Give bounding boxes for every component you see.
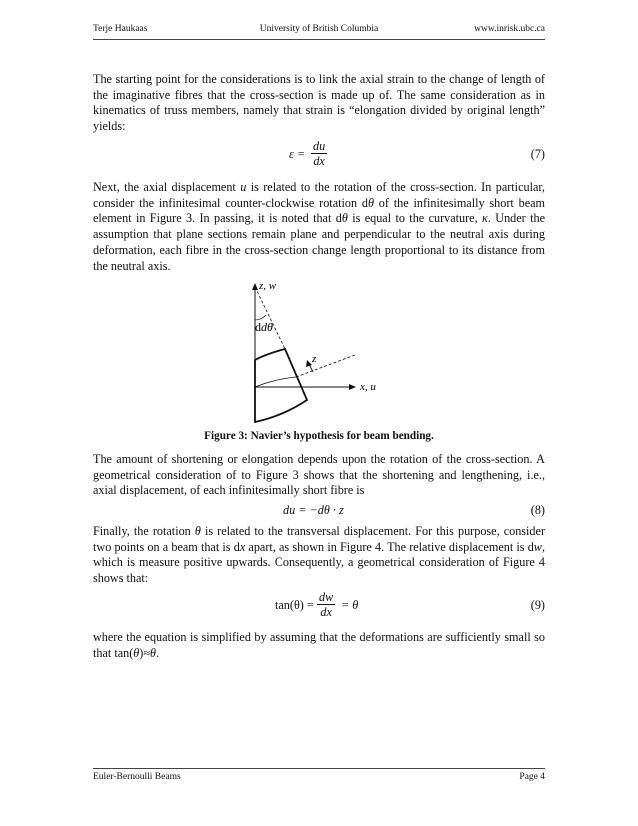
eq9-fraction [317, 590, 335, 619]
label-x-u: x, u [360, 381, 376, 393]
rotated-axis-dashed [255, 287, 285, 349]
label-dtheta: ddθ [255, 320, 273, 334]
equation-9 [93, 589, 545, 625]
header-rule [93, 39, 545, 40]
p4-symbol-x: x [239, 539, 246, 554]
p5-symbol-theta-2: θ [150, 645, 157, 660]
p4-text-b: is related to the transversal displacement. For this purpose, consider two points on a beam that is d [93, 524, 545, 554]
eq7-lhs: ε = [289, 147, 306, 161]
p2-text-c: of the infinitesimally short beam element in Figure 3. In passing, it is noted that d [93, 195, 545, 226]
p5-text-c: . [156, 645, 160, 660]
paragraph-shortening: The amount of shortening or elongation depends upon the rotation of the cross-section. A geometrical consideration of to Figure 3 shows that the shortening and lengthening, i.e., axial displacement, of each infinitesimally short fibre is [93, 452, 545, 498]
eq8-number: (8) [530, 503, 545, 517]
equation-8 [93, 501, 545, 519]
paragraph-small-deformations [93, 630, 545, 661]
beam-element-deformed [255, 349, 307, 422]
p4-text-d: , which is measure positive upwards. Consequently, a geometrical consideration of Figure 4 shows that: [93, 539, 545, 586]
p5-text-b: )≈ [139, 645, 151, 660]
figure-caption: Figure 3: Navier’s hypothesis for beam bending. [204, 430, 434, 442]
p4-text-c: apart, as shown in Figure 4. The relative displacement is d [245, 539, 534, 554]
p5-text-a: where the equation is simplified by assuming that the deformations are sufficiently small so that tan( [93, 630, 545, 660]
x-u-axis-arrowhead [349, 384, 356, 390]
neutral-axis-curve [255, 377, 296, 387]
eq7-denominator: dx [311, 153, 327, 168]
p5-symbol-theta: θ [133, 645, 140, 660]
p2-symbol-kappa: κ [482, 211, 488, 226]
eq7-numerator: du [313, 139, 326, 153]
eq9-numerator: dw [319, 590, 334, 604]
label-local-z: z [312, 353, 317, 365]
footer-title: Euler-Bernoulli Beams [93, 772, 181, 782]
eq9-denominator: dx [317, 604, 335, 619]
p2-symbol-theta-2: θ [341, 211, 348, 226]
header-url: www.inrisk.ubc.ca [474, 24, 545, 34]
p2-symbol-theta: θ [367, 195, 374, 210]
eq9-lhs: tan(θ) = [275, 598, 314, 612]
p2-text-a: Next, the axial displacement [93, 180, 241, 194]
perpendicular-dashed [296, 355, 355, 377]
eq8-expression: du = −dθ · z [283, 503, 344, 517]
p2-text-b: is related to the rotation of the cross-section. In particular, consider the infinitesimal counter-clockwise rotation d [93, 180, 545, 210]
paragraph-axial-displacement [93, 180, 545, 274]
figure-navier-hypothesis [230, 276, 400, 426]
p2-text-d: is equal to the curvature, [347, 211, 482, 226]
eq7-number: (7) [530, 147, 545, 161]
equation-7 [93, 138, 545, 174]
p2-symbol-u: u [240, 180, 247, 194]
z-w-axis-arrowhead [252, 283, 258, 290]
paragraph-rotation [93, 524, 545, 587]
header-institution: University of British Columbia [259, 24, 379, 34]
eq9-rhs: = θ [341, 598, 359, 612]
p4-text-a: Finally, the rotation [93, 524, 195, 538]
p2-text-e: . Under the assumption that plane sections remain plane and perpendicular to the neutral axis during deformation, each fibre in the cross-section change length proportional to its distance from the neutral axis. [93, 211, 545, 273]
footer-rule [93, 768, 545, 769]
page-number: Page 4 [519, 772, 545, 782]
p4-symbol-w: w [533, 539, 542, 554]
eq7-fraction [311, 139, 327, 168]
header-author: Terje Haukaas [93, 24, 148, 34]
eq9-number: (9) [530, 598, 545, 612]
label-z-w: z, w [259, 280, 277, 292]
paragraph-strain-intro: The starting point for the considerations is to link the axial strain to the change of length of the imaginative fibres that the cross-section is made up of. The same consideration as in kinematics of truss members, namely that strain is “elongation divided by original length” yields: [93, 72, 545, 134]
p4-symbol-theta: θ [194, 524, 201, 538]
